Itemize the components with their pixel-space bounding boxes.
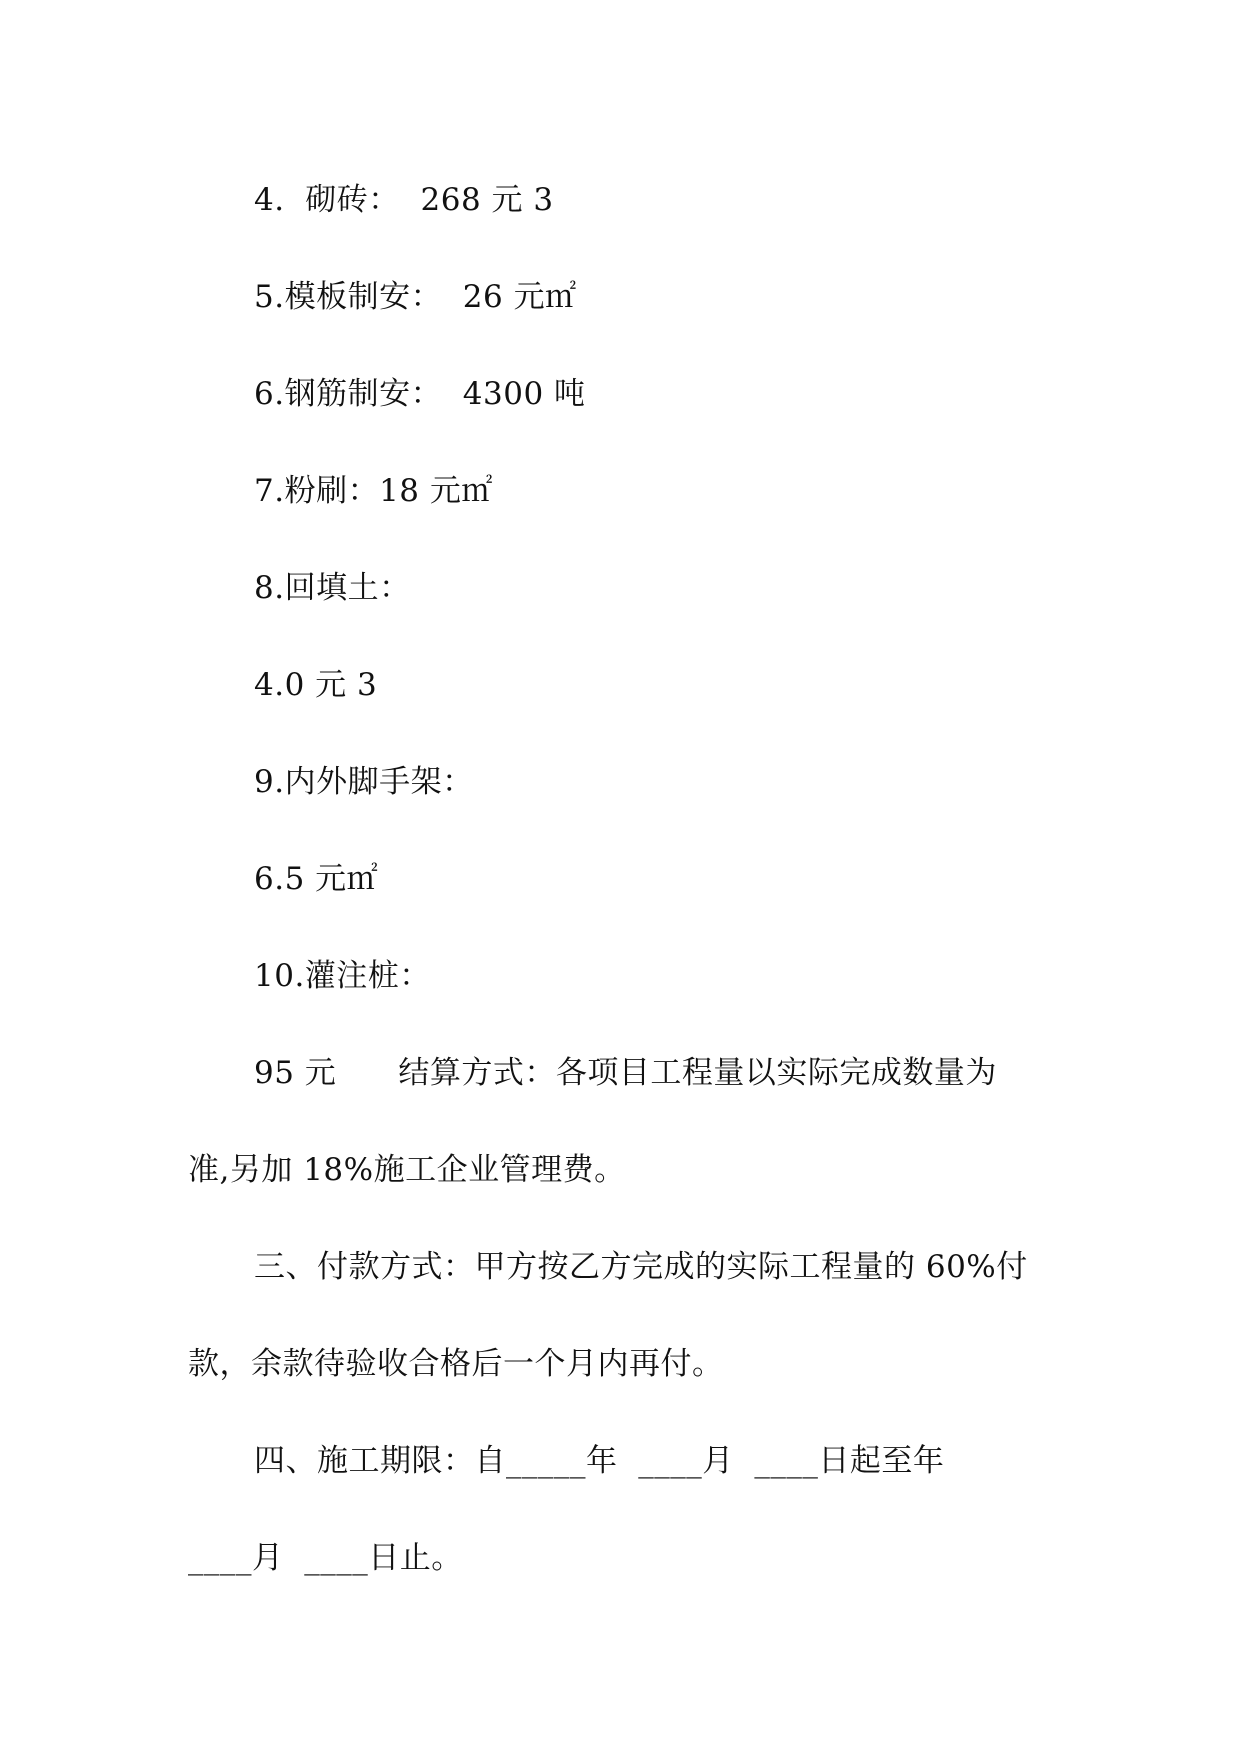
settlement-paragraph-line-1: 95 元 结算方式：各项目工程量以实际完成数量为 — [254, 1055, 997, 1091]
item-formwork: 5.模板制安： 26 元㎡ — [254, 279, 577, 315]
item-backfill-label: 8.回填土： — [254, 570, 411, 606]
item-backfill-price: 4.0 元 3 — [254, 667, 378, 703]
settlement-paragraph-line-2: 准,另加 18%施工企业管理费。 — [188, 1152, 626, 1188]
item-rebar: 6.钢筋制安： 4300 吨 — [254, 376, 586, 412]
item-piles-label: 10.灌注桩： — [254, 958, 431, 994]
payment-paragraph-line-2: 款，余款待验收合格后一个月内再付。 — [188, 1346, 724, 1382]
item-masonry: 4. 砌砖： 268 元 3 — [254, 182, 554, 218]
schedule-paragraph-line-1: 四、施工期限：自_____年 ____月 ____日起至年 — [254, 1443, 945, 1479]
payment-paragraph-line-1: 三、付款方式：甲方按乙方完成的实际工程量的 60%付 — [254, 1249, 1028, 1285]
item-scaffolding-price: 6.5 元㎡ — [254, 861, 379, 897]
item-scaffolding-label: 9.内外脚手架： — [254, 764, 474, 800]
item-plastering: 7.粉刷：18 元㎡ — [254, 473, 493, 509]
schedule-paragraph-line-2: ____月 ____日止。 — [188, 1540, 463, 1576]
